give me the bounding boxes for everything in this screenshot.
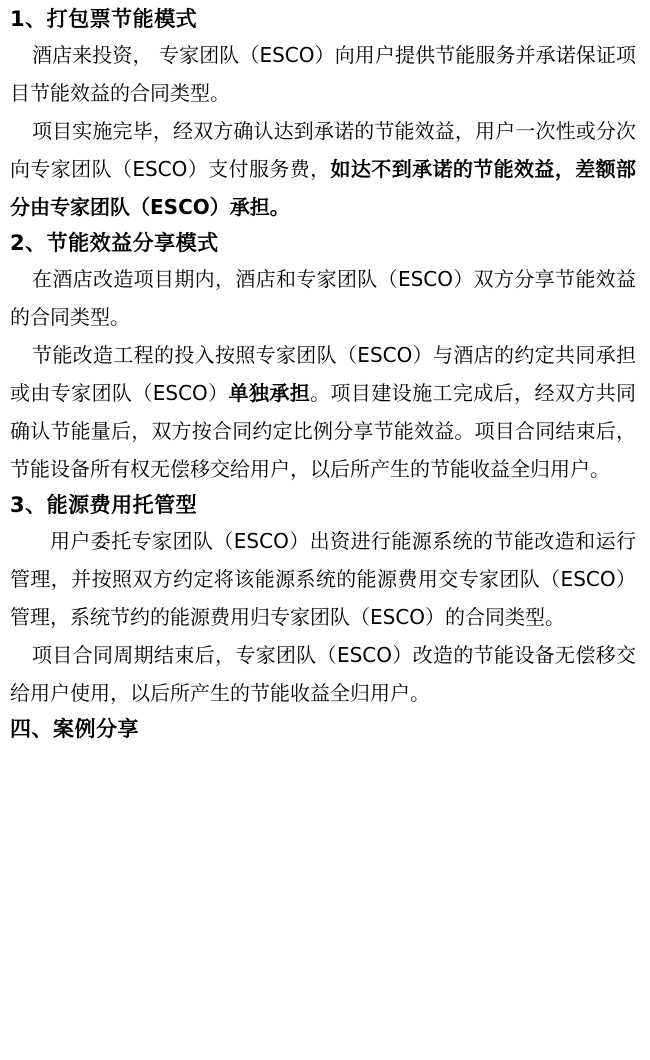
body-text: 酒店来投资， 专家团队（ESCO）向用户提供节能服务并承诺保证项目节能效益的合同类型。 [10, 43, 636, 105]
paragraph [10, 260, 636, 336]
document-body [10, 4, 636, 748]
section-heading: 3、能源费用托管型 [10, 493, 198, 517]
paragraph [10, 336, 636, 488]
body-text: 。项目建设施工完成后，经双方共同确认节能量后，双方按合同约定比例分享节能效益。项目合同结束后，节能设备所有权无偿移交给用户，以后所产生的节能收益全归用户。 [10, 381, 637, 481]
emphasis-text: 单独承担 [228, 381, 311, 405]
body-text: 用户委托专家团队（ESCO）出资进行能源系统的节能改造和运行管理，并按照双方约定将该能源系统的能源费用交专家团队（ESCO）管理，系统节约的能源费用归专家团队（ESCO）的合同类型。 [10, 529, 636, 629]
paragraph [10, 36, 636, 112]
paragraph [10, 112, 636, 226]
body-text: 项目实施完毕，经双方确认达到承诺的节能效益，用户一次性或分次向专家团队（ESCO）支付服务费， [10, 119, 636, 181]
section-heading: 2、节能效益分享模式 [10, 231, 219, 255]
section-spacer [10, 746, 636, 748]
paragraph [10, 636, 636, 712]
section-heading: 四、案例分享 [10, 717, 139, 741]
body-text: 在酒店改造项目期内，酒店和专家团队（ESCO）双方分享节能效益的合同类型。 [10, 267, 636, 329]
paragraph [10, 522, 636, 636]
section-heading: 1、打包票节能模式 [10, 7, 198, 31]
body-text: 节能改造工程的投入按照专家团队（ESCO）与酒店的约定共同承担或由专家团队（ESCO） [10, 343, 636, 405]
emphasis-text: 如达不到承诺的节能效益，差额部分由专家团队（ESCO）承担。 [10, 157, 636, 219]
body-text: 项目合同周期结束后，专家团队（ESCO）改造的节能设备无偿移交给用户使用，以后所产生的节能收益全归用户。 [10, 643, 636, 705]
